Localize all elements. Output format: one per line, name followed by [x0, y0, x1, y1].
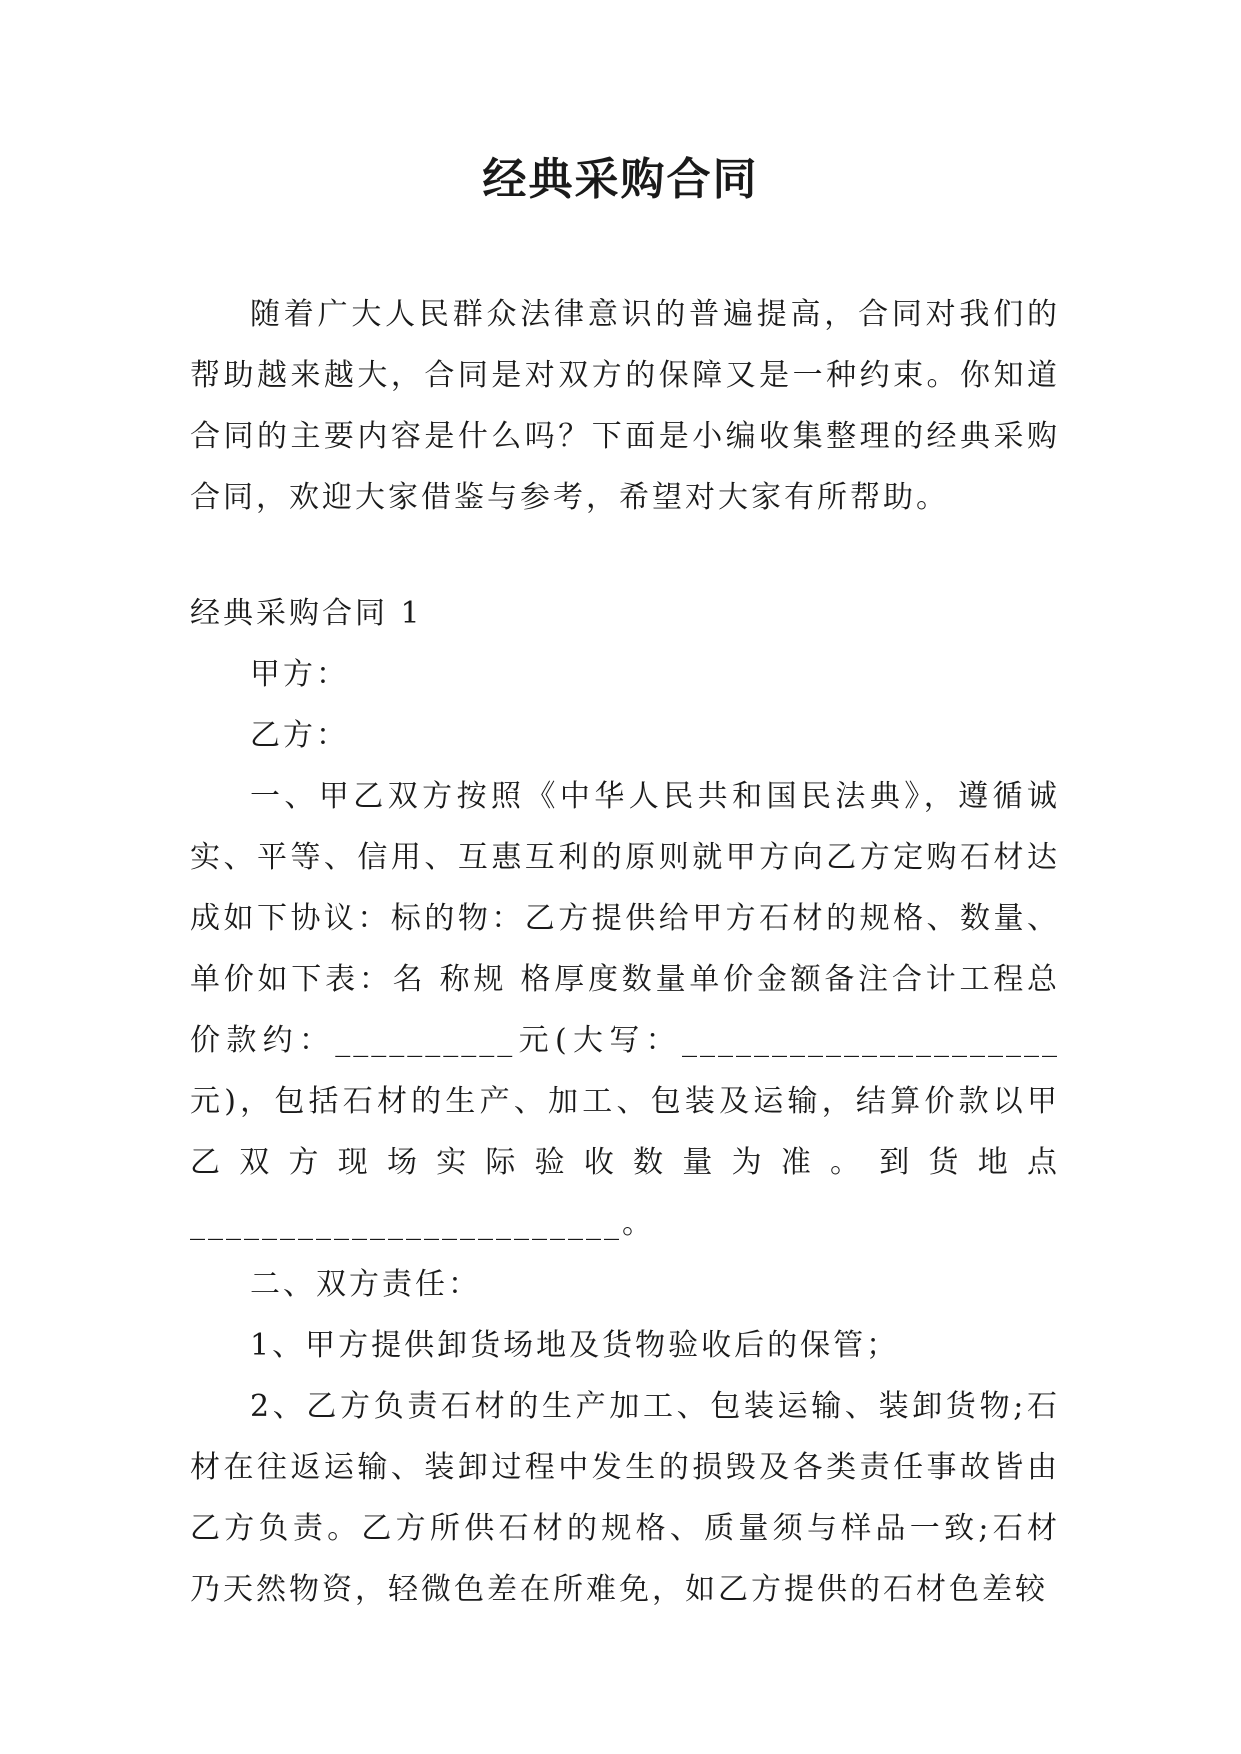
- clause-2-heading: 二、双方责任：: [250, 1267, 481, 1302]
- document-body: [190, 284, 1060, 1620]
- section-heading: 经典采购合同 1: [190, 596, 423, 631]
- clause-2-item-1: 1、甲方提供卸货场地及货物验收后的保管；: [250, 1328, 900, 1363]
- party-b-line: 乙方：: [250, 718, 349, 753]
- clause-2-item-2: 2、乙方负责石材的生产加工、包装运输、装卸货物;石材在往返运输、装卸过程中发生的损毁及各类责任事故皆由乙方负责。乙方所供石材的规格、质量须与样品一致;石材乃天然物资，轻微色差在所难免，如乙方提供的石材色差较: [190, 1389, 1060, 1607]
- intro-paragraph: 随着广大人民群众法律意识的普遍提高，合同对我们的帮助越来越大，合同是对双方的保障又是一种约束。你知道合同的主要内容是什么吗？下面是小编收集整理的经典采购合同，欢迎大家借鉴与参考，希望对大家有所帮助。: [190, 297, 1060, 515]
- clause-1-paragraph: 一、甲乙双方按照《中华人民共和国民法典》，遵循诚实、平等、信用、互惠互利的原则就甲方向乙方定购石材达成如下协议：标的物：乙方提供给甲方石材的规格、数量、单价如下表：名 称规 格厚度数量单价金额备注合计工程总价款约：__________元(大写：_____________________元)，包括石材的生产、加工、包装及运输，结算价款以甲乙双方现场实际验收数量为准。到货地点________________________。: [190, 779, 1060, 1241]
- document-title: 经典采购合同: [482, 154, 759, 205]
- party-a-line: 甲方：: [250, 657, 349, 692]
- spacer: [190, 528, 1060, 583]
